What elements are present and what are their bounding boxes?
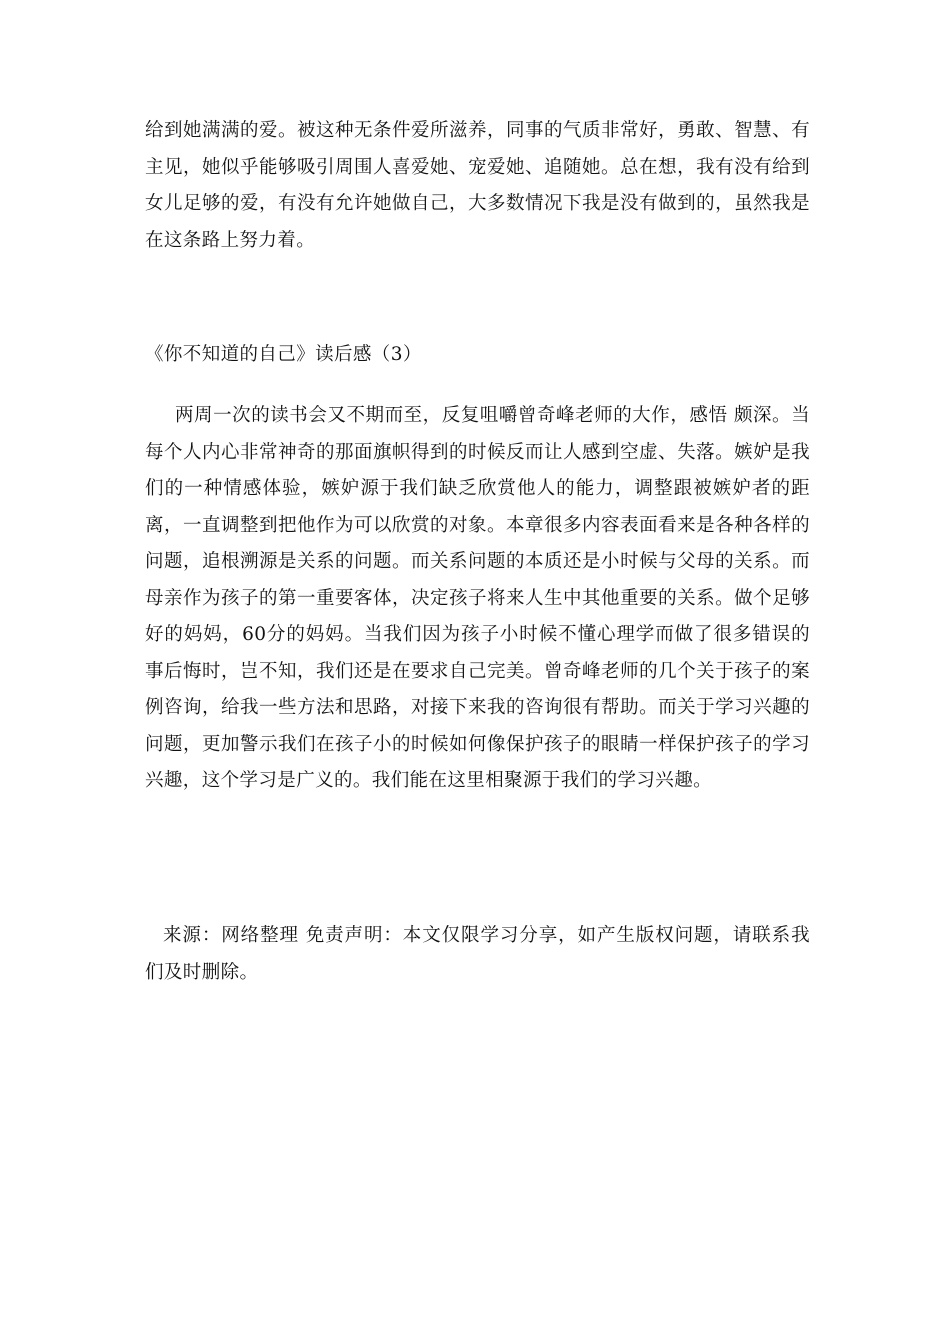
section-title: 《你不知道的自己》读后感（3）	[145, 344, 422, 365]
source-disclaimer: 来源：网络整理 免责声明：本文仅限学习分享，如产生版权问题，请联系我们及时删除。	[145, 925, 810, 983]
paragraph-2: 两周一次的读书会又不期而至，反复咀嚼曾奇峰老师的大作，感悟 颇深。当每个人内心非常神奇的那面旗帜得到的时候反而让人感到空虚、失落。嫉妒是我们的一种情感体验，嫉妒源于我们缺乏欣赏他人的能力，调整跟被嫉妒者的距离，一直调整到把他作为可以欣赏的对象。本章很多内容表面看来是各种各样的问题，追根溯源是关系的问题。而关系问题的本质还是小时候与父母的关系。而母亲作为孩子的第一重要客体，决定孩子将来人生中其他重要的关系。做个足够好的妈妈，60分的妈妈。当我们因为孩子小时候不懂心理学而做了很多错误的事后悔时，岂不知，我们还是在要求自己完美。曾奇峰老师的几个关于孩子的案例咨询，给我一些方法和思路，对接下来我的咨询很有帮助。而关于学习兴趣的问题，更加警示我们在孩子小的时候如何像保护孩子的眼睛一样保护孩子的学习兴趣，这个学习是广义的。我们能在这里相聚源于我们的学习兴趣。	[145, 405, 810, 791]
paragraph-1: 给到她满满的爱。被这种无条件爱所滋养，同事的气质非常好，勇敢、智慧、有主见，她似乎能够吸引周围人喜爱她、宠爱她、追随她。总在想，我有没有给到女儿足够的爱，有没有允许她做自己，大多数情况下我是没有做到的，虽然我是在这条路上努力着。	[145, 120, 810, 251]
